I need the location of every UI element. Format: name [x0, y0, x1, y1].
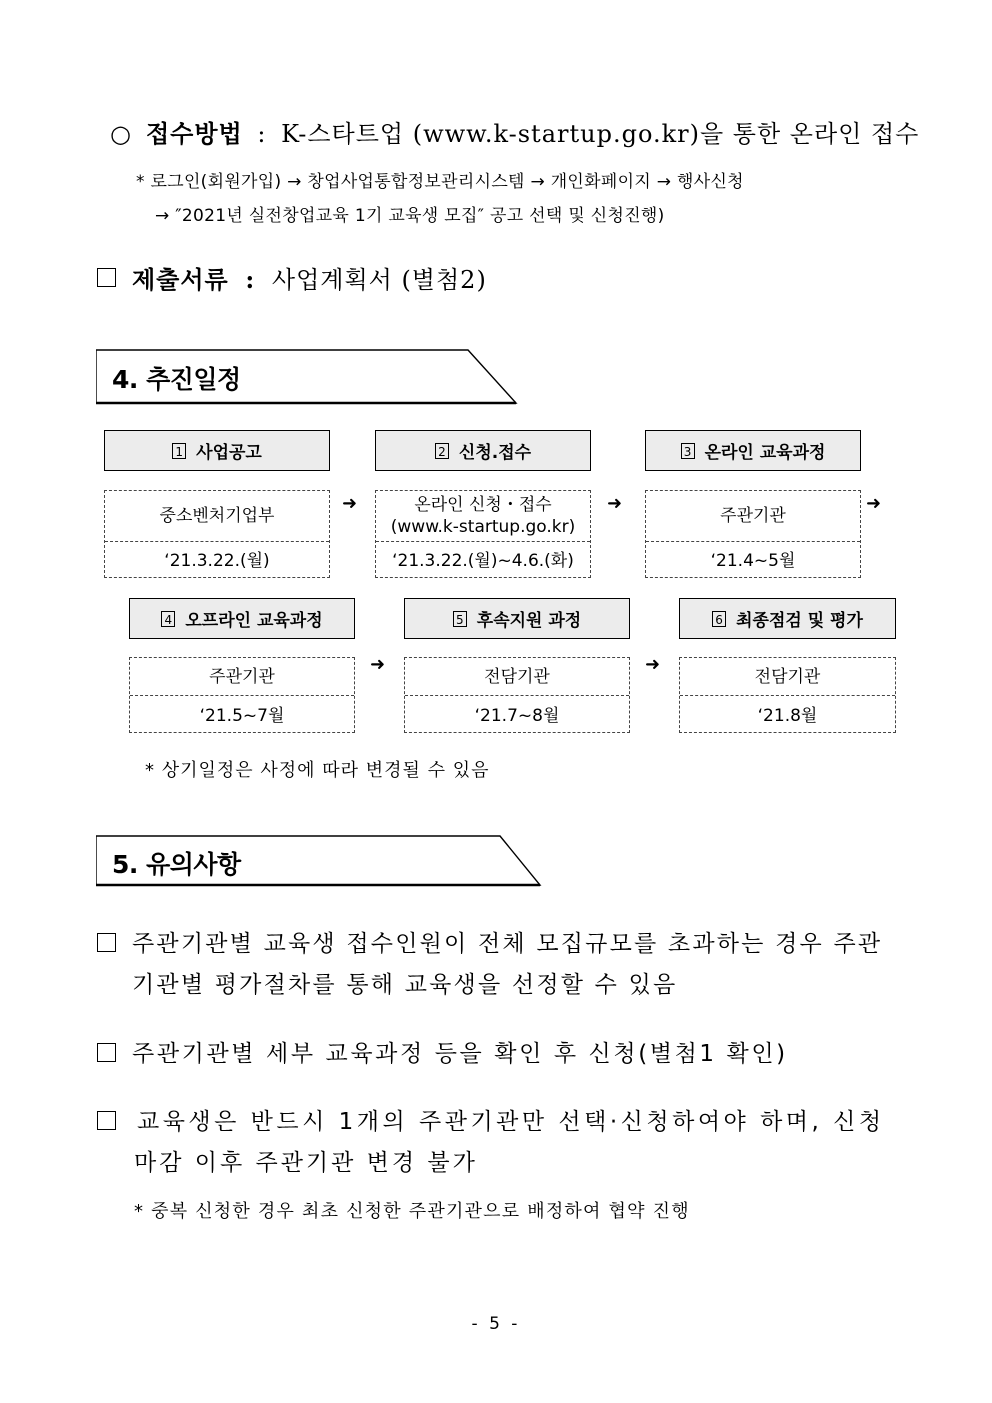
stage-1-header	[104, 430, 330, 471]
reception-note-line2: → ″2021년 실전창업교육 1기 교육생 모집″ 공고 선택 및 신청진행)	[155, 206, 665, 226]
stage-2-org	[376, 491, 590, 542]
stage-3-body	[645, 490, 861, 578]
stage-1-date: ‘21.3.22.(월)	[164, 551, 270, 571]
section5-header	[96, 835, 542, 887]
documents-checkbox	[97, 268, 116, 287]
arrow-right-icon: ➜	[866, 493, 882, 514]
stage-5-title: 후속지원 과정	[476, 611, 582, 631]
documents-line	[132, 260, 487, 295]
section5-title: 5. 유의사항	[112, 850, 241, 879]
arrow-right-icon: ➜	[342, 493, 358, 514]
notice-2-checkbox	[97, 1043, 116, 1062]
arrow-right-icon: ➜	[370, 654, 386, 675]
stage-4-org: 주관기관	[130, 658, 354, 696]
stage-6-title: 최종점검 및 평가	[736, 611, 863, 631]
number-4-icon: 4	[161, 611, 175, 627]
stage-6-header	[679, 598, 896, 639]
stage-1-body	[104, 490, 330, 578]
stage-4-date: ‘21.5~7월	[199, 705, 285, 726]
stage-3-title: 온라인 교육과정	[704, 443, 826, 463]
reception-separator: :	[257, 120, 267, 148]
stage-3-date: ‘21.4~5월	[710, 551, 796, 571]
notice-3-note: * 중복 신청한 경우 최초 신청한 주관기관으로 배정하여 협약 진행	[134, 1201, 690, 1222]
documents-separator: :	[245, 265, 256, 294]
number-3-icon: 3	[681, 443, 695, 459]
stage-2-header	[375, 430, 591, 471]
stage-5-date: ‘21.7~8월	[474, 705, 560, 726]
number-5-icon: 5	[453, 611, 467, 627]
reception-label: 접수방법	[145, 119, 243, 148]
stage-4-header	[129, 598, 355, 639]
reception-text: K-스타트업 (www.k-startup.go.kr)을 통한 온라인 접수	[281, 120, 920, 148]
stage-2-org-line1: 온라인 신청・접수	[414, 495, 552, 515]
reception-method-line	[110, 114, 919, 149]
stage-5-org: 전담기관	[405, 658, 629, 696]
stage-5-header	[404, 598, 630, 639]
schedule-note: * 상기일정은 사정에 따라 변경될 수 있음	[145, 760, 490, 781]
stage-1-org: 중소벤처기업부	[105, 491, 329, 542]
notice-2-line1: 주관기관별 세부 교육과정 등을 확인 후 신청(별첨1 확인)	[132, 1041, 788, 1067]
circle-bullet-icon: ○	[110, 120, 132, 148]
number-6-icon: 6	[712, 611, 726, 627]
stage-2-title: 신청.접수	[458, 443, 532, 463]
reception-note-line1: * 로그인(회원가입) → 창업사업통합정보관리시스템 → 개인화페이지 → 행사신청	[136, 172, 744, 192]
stage-5-body	[404, 657, 630, 733]
stage-2-org-line2: (www.k-startup.go.kr)	[390, 517, 576, 537]
arrow-right-icon: ➜	[607, 493, 623, 514]
notice-1-line2: 기관별 평가절차를 통해 교육생을 선정할 수 있음	[132, 972, 678, 998]
notice-3-checkbox	[97, 1111, 116, 1130]
section4-header	[96, 349, 518, 405]
arrow-right-icon: ➜	[645, 654, 661, 675]
notice-3-line2: 마감 이후 주관기관 변경 불가	[134, 1150, 478, 1176]
page-number: - 5 -	[471, 1314, 521, 1334]
stage-3-header	[645, 430, 861, 471]
section4-title: 4. 추진일정	[112, 365, 241, 394]
stage-3-org: 주관기관	[646, 491, 860, 542]
notice-3-line1: 교육생은 반드시 1개의 주관기관만 선택·신청하여야 하며, 신청	[137, 1109, 885, 1135]
documents-label: 제출서류	[132, 265, 229, 294]
notice-1-checkbox	[97, 933, 116, 952]
stage-4-body	[129, 657, 355, 733]
documents-text: 사업계획서 (별첨2)	[271, 266, 487, 294]
stage-2-date: ‘21.3.22.(월)~4.6.(화)	[392, 551, 574, 571]
notice-1-line1: 주관기관별 교육생 접수인원이 전체 모집규모를 초과하는 경우 주관	[132, 931, 883, 957]
stage-6-org: 전담기관	[680, 658, 895, 696]
stage-6-body	[679, 657, 896, 733]
stage-4-title: 오프라인 교육과정	[185, 611, 323, 631]
stage-6-date: ‘21.8월	[757, 705, 818, 726]
number-2-icon: 2	[435, 443, 449, 459]
stage-1-title: 사업공고	[196, 443, 262, 463]
number-1-icon: 1	[172, 443, 186, 459]
stage-2-body	[375, 490, 591, 578]
